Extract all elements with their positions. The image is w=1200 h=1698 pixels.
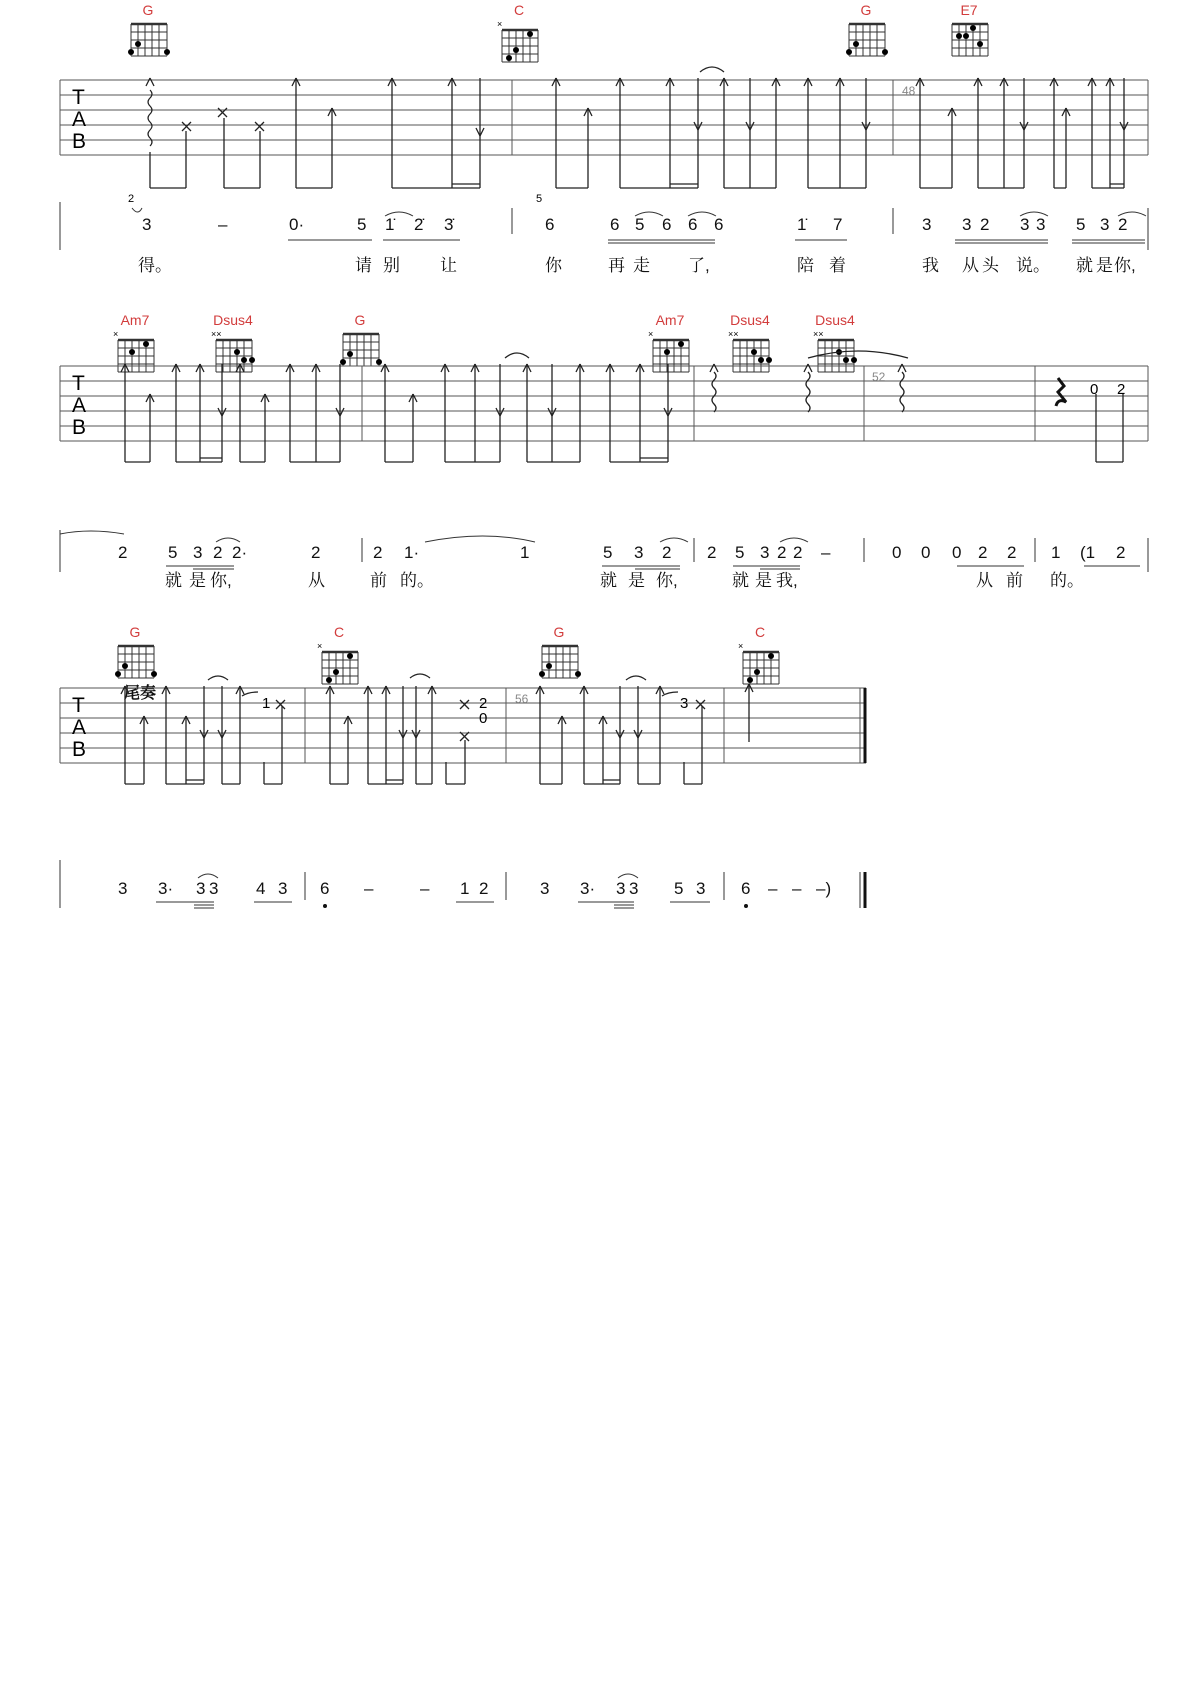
jianpu-note: 4 (256, 879, 266, 898)
jianpu-note: 2 (118, 543, 128, 562)
jianpu-note: 6 (320, 879, 330, 898)
jianpu-note: – (792, 879, 802, 898)
tab-number: 2 (479, 695, 488, 712)
jianpu-note: 6 (610, 215, 620, 234)
measure-number: 56 (515, 692, 529, 706)
jianpu-note: – (218, 215, 228, 234)
jianpu-note: 3 (629, 879, 639, 898)
jianpu-note: 2̇ (414, 215, 424, 234)
lyric: 我, (776, 571, 798, 590)
svg-text:B: B (72, 738, 87, 761)
arpeggio-wave-icon (148, 90, 152, 146)
measure-number: 48 (902, 84, 916, 98)
lyric: 就 (165, 571, 182, 590)
jianpu-note: 0 (921, 543, 931, 562)
lyric: 陪 (797, 256, 814, 275)
jianpu-note: 2 (793, 543, 803, 562)
tab-staff-2 (0, 310, 1200, 470)
lyric: 再 (608, 256, 625, 275)
section-label: 尾奏 (124, 685, 157, 702)
jianpu-note: –) (816, 879, 832, 898)
jianpu-note: 2 (1007, 543, 1017, 562)
jianpu-note: 3 (696, 879, 706, 898)
tab-number: 3 (680, 695, 689, 712)
jianpu-note: 2 (479, 879, 489, 898)
jianpu-note: 1̇ (797, 215, 807, 234)
jianpu-note: 3̇ (444, 215, 454, 234)
jianpu-note: 2 (707, 543, 717, 562)
jianpu-note: 3 (118, 879, 128, 898)
lyric: 的。 (400, 571, 434, 590)
svg-text:×: × (317, 641, 323, 651)
jianpu-note: 6 (714, 215, 724, 234)
jianpu-note: 3 (196, 879, 206, 898)
jianpu-note: 3 (962, 215, 972, 234)
jianpu-note: – (420, 879, 430, 898)
tab-staff-1 (0, 0, 1200, 190)
lyric: 头 (982, 256, 999, 275)
lyric: 你, (210, 571, 232, 590)
chord-name: E7 (960, 2, 978, 18)
jianpu-note: 0 (892, 543, 902, 562)
jianpu-note: 5 (603, 543, 613, 562)
jianpu-note: 3 (1020, 215, 1030, 234)
jianpu-note: – (768, 879, 778, 898)
jianpu-note: 2· (232, 543, 248, 562)
lyric: 从 (962, 256, 979, 275)
jianpu-note: 3 (142, 215, 152, 234)
svg-text:×: × (648, 329, 654, 339)
jianpu-note: 2 (311, 543, 321, 562)
tab-clef: T (72, 86, 85, 109)
jianpu-note: 3 (616, 879, 626, 898)
jianpu-note: 3 (540, 879, 550, 898)
svg-text:B: B (72, 416, 87, 439)
jianpu-note: 1 (1051, 543, 1061, 562)
lyric: 是 (755, 571, 772, 590)
jianpu-note: 3 (193, 543, 203, 562)
jianpu-note: 3 (209, 879, 219, 898)
jianpu-note: 5 (635, 215, 645, 234)
lyric: 从 (976, 571, 993, 590)
jianpu-note: 7 (833, 215, 843, 234)
chord-name: G (129, 624, 141, 640)
chord-name: C (333, 624, 345, 640)
chord-name: Dsus4 (730, 312, 770, 328)
jianpu-note: 3 (278, 879, 288, 898)
chord-name: Am7 (120, 312, 150, 328)
jianpu-note: 1· (404, 543, 420, 562)
finger-mark: 5 (536, 193, 543, 205)
lyric: 你, (656, 571, 678, 590)
jianpu-note: 2 (980, 215, 990, 234)
lyric: 就 (600, 571, 617, 590)
lyric: 让 (440, 256, 457, 275)
svg-text:×: × (497, 19, 503, 29)
lyric: 走 (633, 256, 650, 275)
finger-mark: 2 (128, 193, 135, 205)
jianpu-note: 3 (634, 543, 644, 562)
jianpu-note: 1 (520, 543, 530, 562)
chord-name: Am7 (655, 312, 685, 328)
tab-number: 0 (479, 710, 488, 727)
jianpu-note: 3 (1100, 215, 1110, 234)
lyric: 就 (732, 571, 749, 590)
svg-text:B: B (72, 130, 87, 153)
jianpu-note: 1 (460, 879, 470, 898)
lyric: 说。 (1016, 256, 1050, 275)
jianpu-note: 6 (662, 215, 672, 234)
lyric: 别 (383, 256, 400, 275)
jianpu-note: 5 (357, 215, 367, 234)
svg-text:A: A (72, 716, 87, 739)
svg-text:××: ×× (728, 329, 739, 339)
svg-text:T: T (72, 372, 85, 395)
lyric: 的。 (1050, 571, 1084, 590)
jianpu-note: (1 (1080, 543, 1096, 562)
lyric: 前 (370, 571, 387, 590)
jianpu-note: 2 (213, 543, 223, 562)
jianpu-note: 3 (922, 215, 932, 234)
jianpu-note: 6 (688, 215, 698, 234)
svg-text:××: ×× (813, 329, 824, 339)
svg-text:A: A (72, 108, 87, 131)
lyric: 着 (829, 256, 846, 275)
jianpu-note: 2 (978, 543, 988, 562)
lyric: 我 (922, 256, 939, 275)
jianpu-note: 6 (545, 215, 555, 234)
tab-number: 0 (1090, 381, 1099, 398)
lyric: 就 (1076, 256, 1093, 275)
lyric: 请 (355, 256, 372, 275)
jianpu-note: 3· (158, 879, 174, 898)
jianpu-note: 5 (168, 543, 178, 562)
jianpu-note: 1̇ (385, 215, 395, 234)
svg-text:×: × (113, 329, 119, 339)
tab-number: 2 (1117, 381, 1126, 398)
jianpu-note: 5 (674, 879, 684, 898)
lyric: 你, (1114, 256, 1136, 275)
lyric: 你 (545, 256, 562, 275)
jianpu-note: 2 (662, 543, 672, 562)
jianpu-note: 3 (1036, 215, 1046, 234)
svg-text:A: A (72, 394, 87, 417)
lyric: 从 (308, 571, 325, 590)
jianpu-note: 0 (952, 543, 962, 562)
measure-number: 52 (872, 370, 886, 384)
tab-number: 1 (262, 695, 271, 712)
jianpu-note: 2 (1116, 543, 1126, 562)
chord-name: C (754, 624, 766, 640)
jianpu-note: 5 (1076, 215, 1086, 234)
jianpu-note: – (364, 879, 374, 898)
jianpu-note: 6 (741, 879, 751, 898)
lyric: 是 (1096, 256, 1113, 275)
jianpu-note: 0· (289, 215, 305, 234)
chord-name: Dsus4 (815, 312, 855, 328)
chord-name: G (860, 2, 872, 18)
lyric: 是 (628, 571, 645, 590)
svg-text:×: × (738, 641, 744, 651)
jianpu-note: 2 (373, 543, 383, 562)
lyric: 了, (688, 256, 710, 275)
jianpu-note: 3 (760, 543, 770, 562)
jianpu-note: 2 (777, 543, 787, 562)
jianpu-note: – (821, 543, 831, 562)
rest-icon (1056, 378, 1066, 406)
jianpu-note: 2 (1118, 215, 1128, 234)
chord-name: G (142, 2, 154, 18)
lyric: 前 (1006, 571, 1023, 590)
lyric: 是 (189, 571, 206, 590)
jianpu-line-3 (0, 860, 1200, 920)
jianpu-note: 5 (735, 543, 745, 562)
chord-name: Dsus4 (213, 312, 253, 328)
tab-staff-3 (0, 622, 1200, 792)
chord-name: G (553, 624, 565, 640)
jianpu-note: 3· (580, 879, 596, 898)
lyric: 得。 (138, 256, 172, 275)
chord-name: G (354, 312, 366, 328)
svg-text:T: T (72, 694, 85, 717)
chord-name: C (513, 2, 525, 18)
svg-text:××: ×× (211, 329, 222, 339)
arpeggio-wave-icon (712, 372, 716, 412)
